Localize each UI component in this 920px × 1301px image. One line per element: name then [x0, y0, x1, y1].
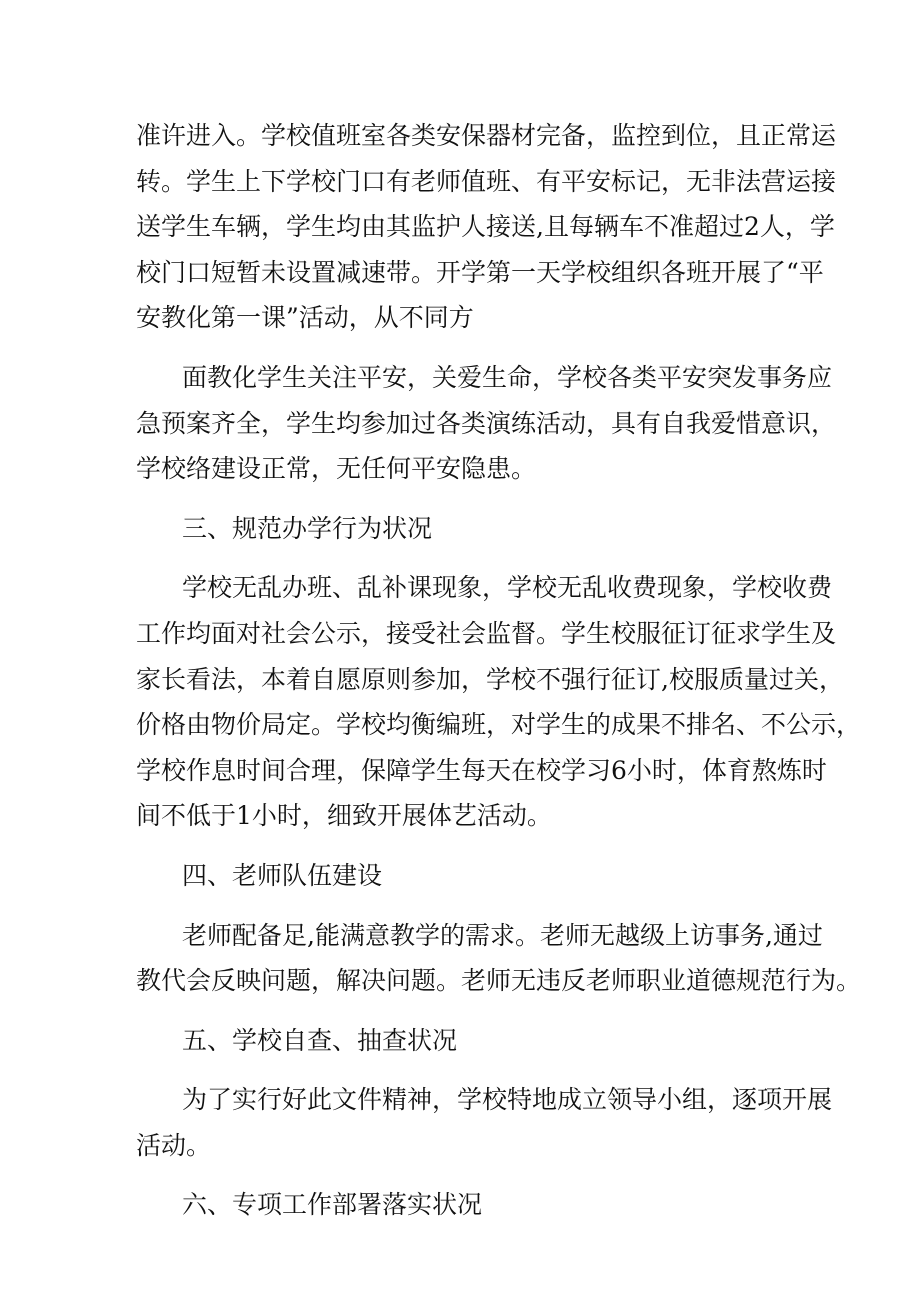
text-line: 家长看法，本着自愿原则参加，学校不强行征订,校服质量过关， [136, 664, 844, 694]
text-line: 间不低于1小时，细致开展体艺活动。 [136, 801, 552, 831]
heading-text: 四、老师队伍建设 [182, 860, 383, 890]
section-heading-4 [136, 853, 796, 899]
heading-text: 五、学校自查、抽查状况 [182, 1025, 458, 1055]
text-line: 工作均面对社会公示，接受社会监督。学生校服征订征求学生及 [136, 618, 837, 648]
text-line: 学校络建设正常，无任何平安隐患。 [136, 454, 537, 484]
text-line: 面教化学生关注平安，关爱生命，学校各类平安突发事务应 [182, 362, 833, 392]
text-line: 价格由物价局定。学校均衡编班，对学生的成果不排名、不公示， [136, 710, 862, 740]
paragraph-teacher-team [136, 913, 862, 1004]
text-line: 教代会反映问题，解决问题。老师无违反老师职业道德规范行为。 [136, 966, 862, 996]
heading-text: 六、专项工作部署落实状况 [182, 1190, 483, 1220]
text-line: 学校无乱办班、乱补课现象，学校无乱收费现象，学校收费 [182, 573, 833, 603]
text-line: 老师配备足,能满意教学的需求。老师无越级上访事务,通过 [182, 920, 823, 950]
text-line: 转。学生上下学校门口有老师值班、有平安标记，无非法营运接 [136, 166, 837, 196]
text-line: 活动。 [136, 1130, 212, 1160]
paragraph-school-conduct [136, 565, 862, 839]
paragraph-safety-education [136, 355, 837, 492]
text-line: 学校作息时间合理，保障学生每天在校学习6小时，体育熬炼时 [136, 755, 827, 785]
text-line: 送学生车辆，学生均由其监护人接送,且每辆车不准超过2人，学 [136, 212, 835, 242]
document-body [136, 113, 862, 1228]
text-line: 安教化第一课”活动，从不同方 [136, 303, 474, 333]
section-heading-3 [136, 506, 796, 552]
section-heading-5 [136, 1018, 796, 1064]
text-line: 准许进入。学校值班室各类安保器材完备，监控到位，且正常运 [136, 121, 837, 150]
text-line: 校门口短暂未设置减速带。开学第一天学校组织各班开展了“平 [136, 257, 824, 287]
paragraph-safety-continued [136, 113, 837, 341]
paragraph-self-inspection [136, 1077, 833, 1168]
text-line: 为了实行好此文件精神，学校特地成立领导小组，逐项开展 [182, 1085, 833, 1115]
text-line: 急预案齐全，学生均参加过各类演练活动，具有自我爱惜意识， [136, 408, 837, 438]
section-heading-6 [136, 1182, 796, 1228]
heading-text: 三、规范办学行为状况 [182, 513, 433, 543]
